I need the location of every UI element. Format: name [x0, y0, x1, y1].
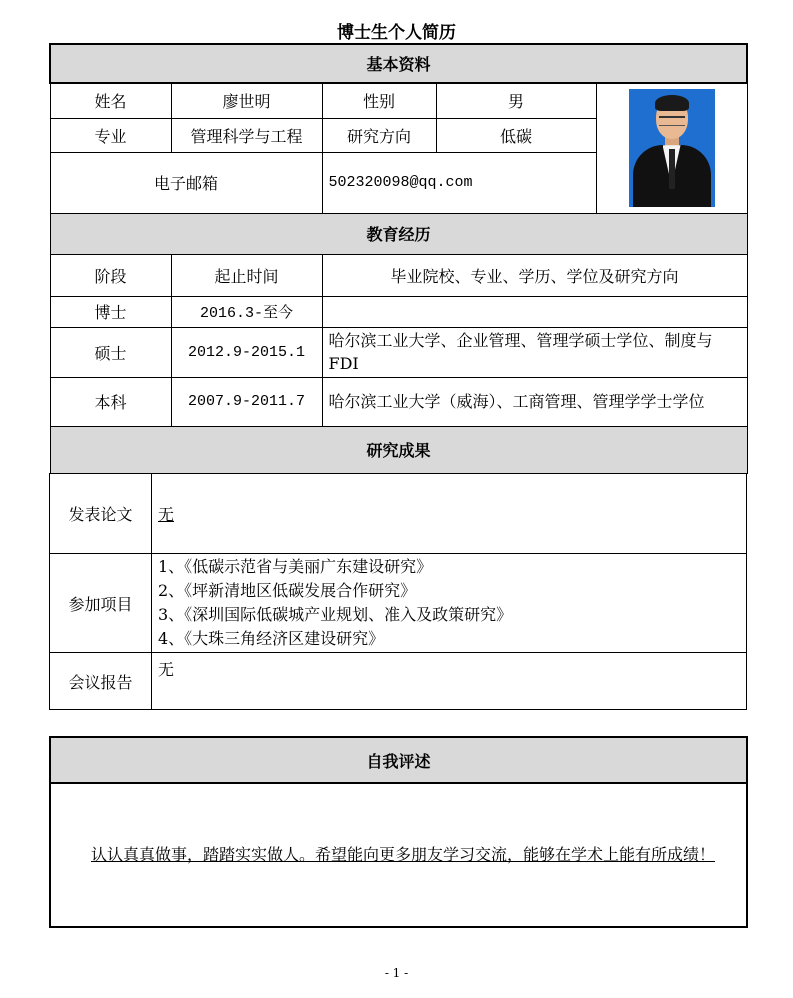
- edu-detail: 哈尔滨工业大学（威海）、工商管理、管理学学士学位: [322, 377, 747, 426]
- section-self-eval: 自我评述: [50, 737, 747, 783]
- edu-header-stage: 阶段: [50, 254, 171, 296]
- document-title: 博士生个人简历: [337, 23, 456, 43]
- name-value: 廖世明: [171, 83, 322, 118]
- profile-photo: [629, 89, 715, 207]
- page-number: - 1 -: [384, 966, 409, 980]
- direction-label: 研究方向: [322, 118, 436, 152]
- research-table: [49, 473, 747, 710]
- conference-value: 无: [152, 653, 747, 710]
- edu-header-period: 起止时间: [171, 254, 322, 296]
- table-row: [50, 377, 747, 426]
- section-research: 研究成果: [50, 426, 747, 473]
- list-item: 3、《深圳国际低碳城产业规划、准入及政策研究》: [158, 605, 513, 624]
- direction-value: 低碳: [436, 118, 596, 152]
- edu-period: 2012.9-2015.1: [171, 327, 322, 377]
- name-label: 姓名: [50, 83, 171, 118]
- table-row: [50, 296, 747, 327]
- self-eval-body: [50, 783, 747, 927]
- projects-list: [152, 554, 747, 653]
- section-education: 教育经历: [50, 213, 747, 254]
- edu-stage: 硕士: [50, 327, 171, 377]
- papers-value: [152, 474, 747, 554]
- email-value: 502320098@qq.com: [322, 152, 596, 213]
- list-item: 4、《大珠三角经济区建设研究》: [158, 629, 385, 648]
- resume-main-table: [49, 43, 748, 474]
- edu-header-detail: 毕业院校、专业、学历、学位及研究方向: [322, 254, 747, 296]
- papers-value-text: 无: [158, 505, 175, 524]
- major-value: 管理科学与工程: [171, 118, 322, 152]
- edu-stage: 博士: [50, 296, 171, 327]
- major-label: 专业: [50, 118, 171, 152]
- papers-label: 发表论文: [50, 474, 152, 554]
- edu-period: 2016.3-至今: [171, 296, 322, 327]
- gender-label: 性别: [322, 83, 436, 118]
- edu-stage: 本科: [50, 377, 171, 426]
- list-item: 2、《坪新清地区低碳发展合作研究》: [158, 581, 417, 600]
- table-row: [50, 327, 747, 377]
- section-basic-info: 基本资料: [50, 44, 747, 83]
- gender-value: 男: [436, 83, 596, 118]
- edu-period: 2007.9-2011.7: [171, 377, 322, 426]
- edu-detail: 哈尔滨工业大学、企业管理、管理学硕士学位、制度与FDI: [322, 327, 747, 377]
- conference-label: 会议报告: [50, 653, 152, 710]
- self-eval-table: [49, 736, 748, 928]
- email-label: 电子邮箱: [50, 152, 322, 213]
- edu-detail: [322, 296, 747, 327]
- projects-label: 参加项目: [50, 554, 152, 653]
- self-eval-text: 认认真真做事，踏踏实实做人。希望能向更多朋友学习交流，能够在学术上能有所成绩！: [91, 845, 716, 864]
- photo-cell: [596, 83, 747, 213]
- list-item: 1、《低碳示范省与美丽广东建设研究》: [158, 557, 433, 576]
